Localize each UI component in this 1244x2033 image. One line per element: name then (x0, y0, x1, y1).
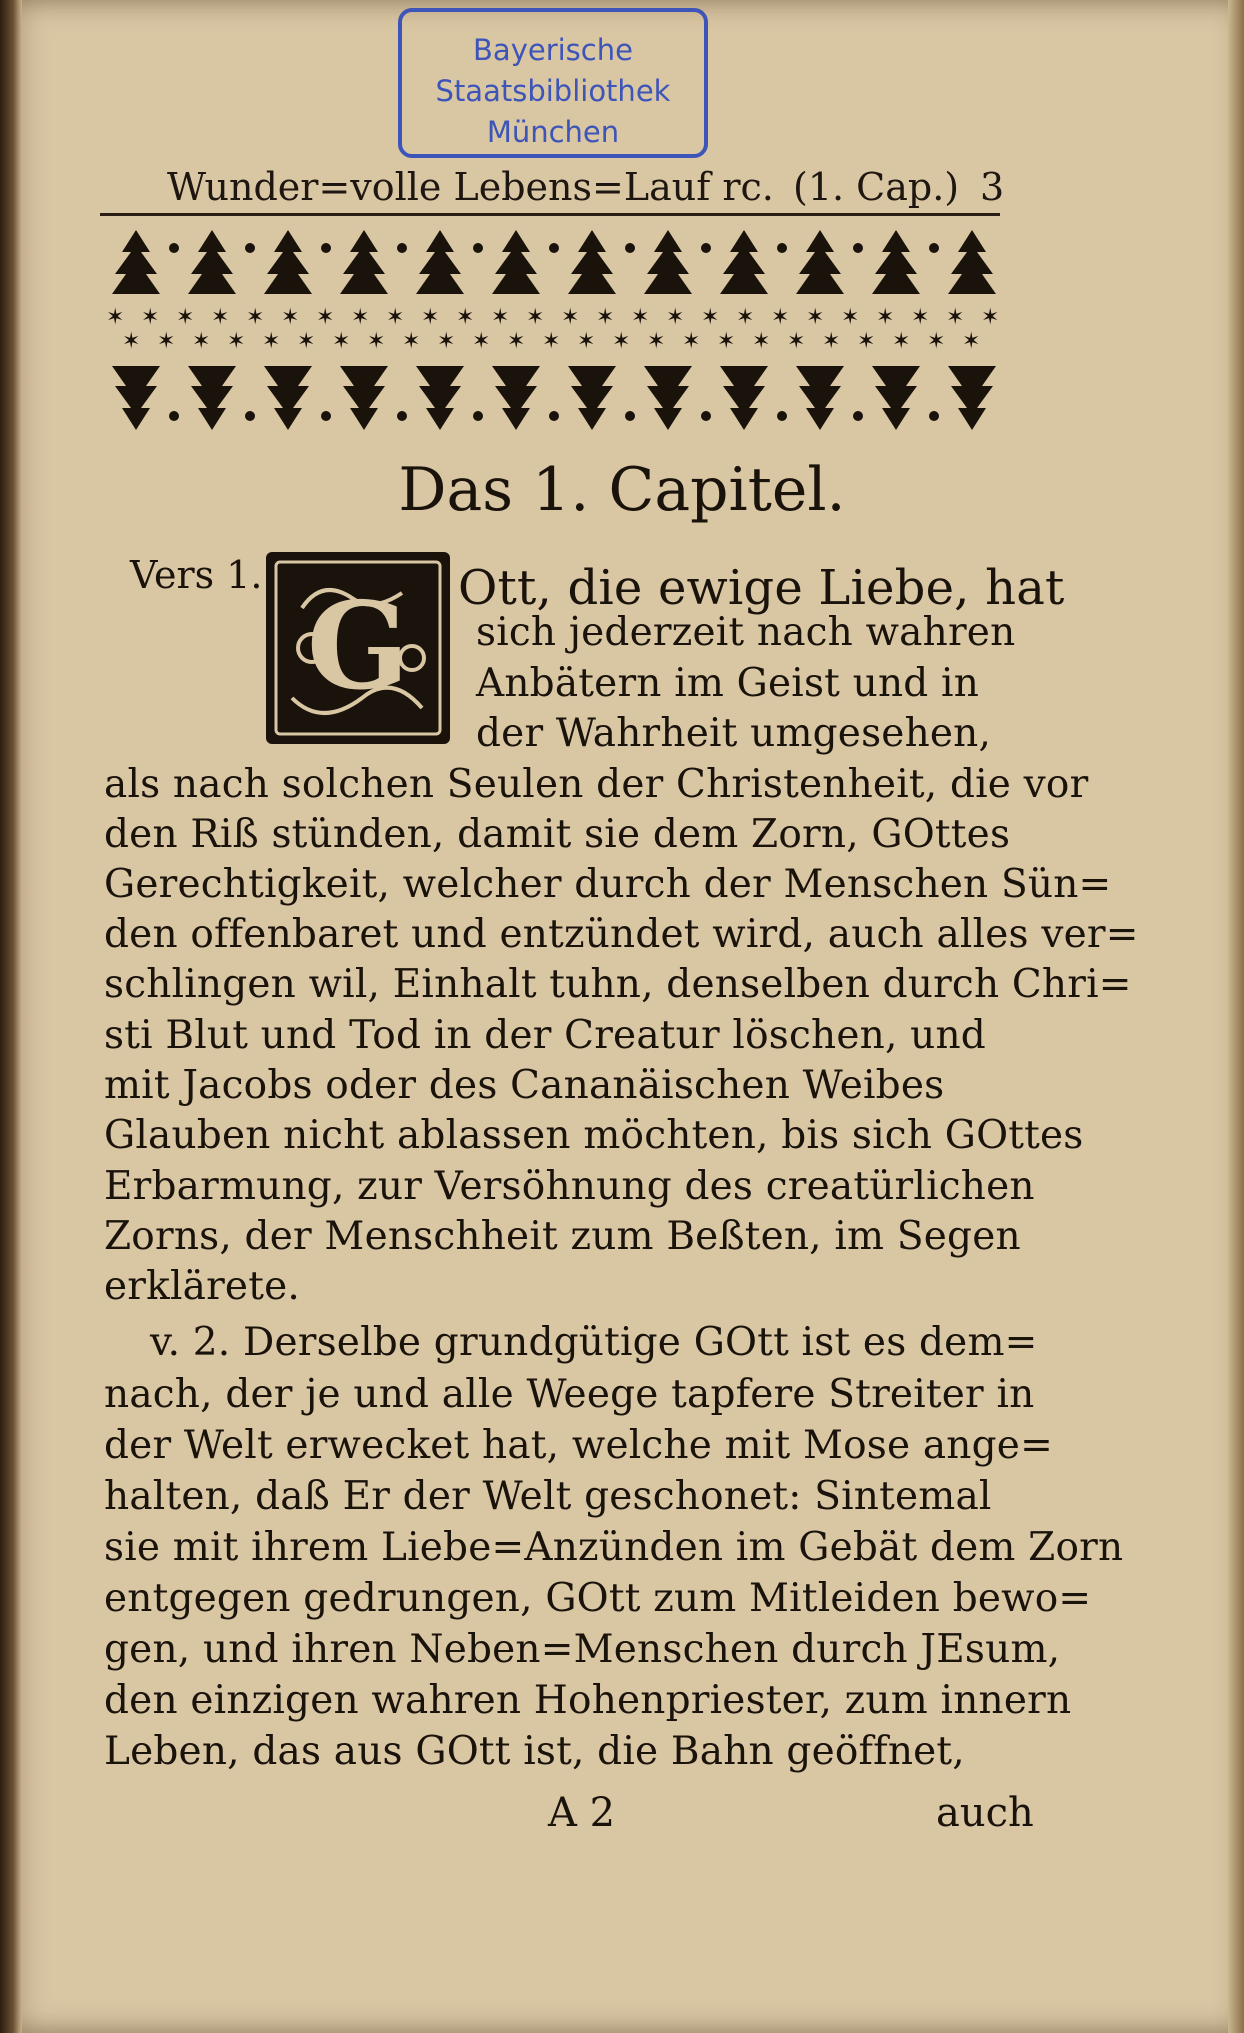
ornament-dot-icon (549, 243, 559, 253)
decorated-initial (262, 548, 454, 748)
fleuron-icon (948, 366, 996, 430)
ornament-dot-icon (245, 411, 255, 421)
text-line: v. 2. Derselbe grundgütige GOtt ist es dem= (150, 1320, 1038, 1365)
ornament-dot-icon (245, 243, 255, 253)
star-icon: ✶ (946, 305, 965, 330)
star-icon: ✶ (717, 329, 736, 354)
text-line: Glauben nicht ablassen möchten, bis sich GOttes (104, 1113, 1084, 1158)
initial-letter: G (306, 576, 410, 717)
star-icon: ✶ (472, 329, 491, 354)
ornament-dot-icon (701, 411, 711, 421)
ornament-dot-icon (321, 243, 331, 253)
page-binding-edge (0, 0, 22, 2033)
signature-mark: A 2 (548, 1790, 616, 1836)
fleuron-icon (188, 366, 236, 430)
fleuron-icon (188, 230, 236, 294)
star-icon: ✶ (367, 329, 386, 354)
fleuron-icon (492, 230, 540, 294)
fleuron-icon (340, 230, 388, 294)
ornament-dot-icon (397, 411, 407, 421)
fleuron-icon (416, 230, 464, 294)
star-icon: ✶ (456, 305, 475, 330)
ornament-dot-icon (549, 411, 559, 421)
star-icon: ✶ (542, 329, 561, 354)
star-icon: ✶ (822, 329, 841, 354)
catchword: auch (936, 1790, 1034, 1836)
text-line: entgegen gedrungen, GOtt zum Mitleiden bewo= (104, 1576, 1092, 1621)
star-icon: ✶ (281, 305, 300, 330)
star-icon: ✶ (962, 329, 981, 354)
star-icon: ✶ (596, 305, 615, 330)
fleuron-icon (872, 366, 920, 430)
star-icon: ✶ (981, 305, 1000, 330)
text-line: nach, der je und alle Weege tapfere Streiter in (104, 1372, 1035, 1417)
fleuron-icon (720, 230, 768, 294)
fleuron-icon (948, 230, 996, 294)
ornament-dot-icon (853, 411, 863, 421)
running-head (135, 165, 1015, 215)
star-icon: ✶ (666, 305, 685, 330)
star-icon: ✶ (421, 305, 440, 330)
text-line: sich jederzeit nach wahren (476, 610, 1016, 655)
ornament-dot-icon (929, 411, 939, 421)
fleuron-band-icon (98, 220, 1010, 440)
text-line: der Welt erwecket hat, welche mit Mose ange= (104, 1423, 1053, 1468)
star-icon: ✶ (141, 305, 160, 330)
ornament-dot-icon (929, 243, 939, 253)
head-rule (100, 213, 1000, 216)
star-icon: ✶ (876, 305, 895, 330)
ornament-dot-icon (625, 243, 635, 253)
text-line: gen, und ihren Neben=Menschen durch JEsum, (104, 1627, 1061, 1672)
ornament-dot-icon (777, 243, 787, 253)
star-icon: ✶ (857, 329, 876, 354)
star-icon: ✶ (491, 305, 510, 330)
stamp-line: Staatsbibliothek (435, 74, 671, 108)
star-icon: ✶ (631, 305, 650, 330)
ornament-dot-icon (701, 243, 711, 253)
star-icon: ✶ (892, 329, 911, 354)
star-icon: ✶ (437, 329, 456, 354)
star-icon: ✶ (612, 329, 631, 354)
star-icon: ✶ (122, 329, 141, 354)
star-icon: ✶ (227, 329, 246, 354)
star-icon: ✶ (787, 329, 806, 354)
decorated-initial-g-icon (262, 548, 454, 748)
text-line: den offenbaret und entzündet wird, auch alles ver= (104, 912, 1139, 957)
text-line: Zorns, der Menschheit zum Beßten, im Segen (104, 1214, 1021, 1259)
ornament-dot-icon (321, 411, 331, 421)
verse-label: Vers 1. (130, 553, 263, 597)
fleuron-icon (644, 230, 692, 294)
chapter-title: Das 1. Capitel. (398, 455, 846, 525)
text-line: Erbarmung, zur Versöhnung des creatürlichen (104, 1164, 1035, 1209)
ornament-dot-icon (169, 411, 179, 421)
star-icon: ✶ (316, 305, 335, 330)
stamp-line: Bayerische (473, 33, 633, 67)
fleuron-icon (568, 230, 616, 294)
text-line: erklärete. (104, 1264, 300, 1309)
star-icon: ✶ (386, 305, 405, 330)
star-icon: ✶ (752, 329, 771, 354)
star-icon: ✶ (246, 305, 265, 330)
fleuron-icon (872, 230, 920, 294)
fleuron-icon (112, 230, 160, 294)
text-line: sti Blut und Tod in der Creatur löschen, und (104, 1013, 986, 1058)
star-icon: ✶ (157, 329, 176, 354)
page-number: 3 (980, 165, 1005, 209)
ornament-dot-icon (473, 411, 483, 421)
ornamental-border (98, 220, 1010, 440)
text-line: Ott, die ewige Liebe, hat (458, 560, 1065, 616)
text-line: schlingen wil, Einhalt tuhn, denselben durch Chri= (104, 962, 1132, 1007)
text-line: sie mit ihrem Liebe=Anzünden im Gebät dem Zorn (104, 1525, 1124, 1570)
star-icon: ✶ (911, 305, 930, 330)
ornament-dot-icon (625, 411, 635, 421)
text-line: Gerechtigkeit, welcher durch der Menschen Sün= (104, 862, 1112, 907)
star-icon: ✶ (332, 329, 351, 354)
star-icon: ✶ (701, 305, 720, 330)
fleuron-icon (796, 366, 844, 430)
fleuron-icon (796, 230, 844, 294)
star-icon: ✶ (211, 305, 230, 330)
star-icon: ✶ (806, 305, 825, 330)
star-icon: ✶ (351, 305, 370, 330)
fleuron-icon (264, 366, 312, 430)
star-icon: ✶ (262, 329, 281, 354)
page-fore-edge (1228, 0, 1244, 2033)
text-line: Anbätern im Geist und in (476, 661, 980, 706)
star-icon: ✶ (192, 329, 211, 354)
fleuron-icon (340, 366, 388, 430)
stamp-line: München (486, 115, 620, 149)
star-icon: ✶ (736, 305, 755, 330)
ornament-dot-icon (853, 243, 863, 253)
star-icon: ✶ (561, 305, 580, 330)
text-line: Leben, das aus GOtt ist, die Bahn geöffnet, (104, 1729, 965, 1774)
star-icon: ✶ (682, 329, 701, 354)
fleuron-icon (492, 366, 540, 430)
text-line: den einzigen wahren Hohenpriester, zum innern (104, 1678, 1072, 1723)
running-title: Wunder=volle Lebens=Lauf rc. (167, 165, 774, 209)
star-icon: ✶ (927, 329, 946, 354)
text-line: halten, daß Er der Welt geschonet: Sintemal (104, 1474, 992, 1519)
library-stamp (398, 8, 708, 158)
ornament-dot-icon (397, 243, 407, 253)
text-line: den Riß stünden, damit sie dem Zorn, GOttes (104, 812, 1011, 857)
ornament-dot-icon (777, 411, 787, 421)
fleuron-icon (264, 230, 312, 294)
star-icon: ✶ (526, 305, 545, 330)
text-line: mit Jacobs oder des Cananäischen Weibes (104, 1063, 945, 1108)
ornament-dot-icon (473, 243, 483, 253)
star-icon: ✶ (771, 305, 790, 330)
text-line: als nach solchen Seulen der Christenheit, die vor (104, 762, 1089, 807)
ornament-dot-icon (169, 243, 179, 253)
running-chapter: (1. Cap.) (793, 165, 960, 209)
star-icon: ✶ (841, 305, 860, 330)
text-line: der Wahrheit umgesehen, (476, 711, 992, 756)
star-icon: ✶ (176, 305, 195, 330)
star-icon: ✶ (577, 329, 596, 354)
fleuron-icon (416, 366, 464, 430)
star-icon: ✶ (402, 329, 421, 354)
fleuron-icon (112, 366, 160, 430)
star-icon: ✶ (507, 329, 526, 354)
star-icon: ✶ (106, 305, 125, 330)
star-icon: ✶ (297, 329, 316, 354)
fleuron-icon (720, 366, 768, 430)
star-icon: ✶ (647, 329, 666, 354)
fleuron-icon (568, 366, 616, 430)
fleuron-icon (644, 366, 692, 430)
